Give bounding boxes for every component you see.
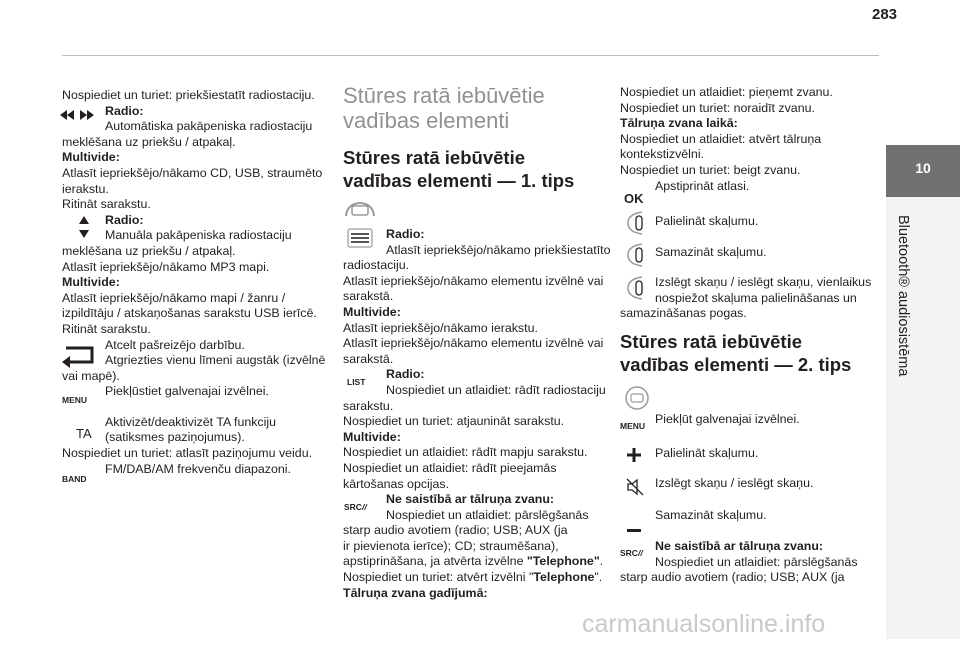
text-line: (satiksmes paziņojumus). (105, 430, 245, 445)
mute-control-icon (622, 275, 650, 306)
text-line: Atlasīt iepriekšējo/nākamo priekšiestatīto (386, 242, 611, 257)
text-line: Samazināt skaļumu. (655, 244, 767, 259)
radio-label: Radio: (105, 103, 144, 118)
src-icon-label: SRC (620, 548, 638, 558)
text-line: Manuāla pakāpeniska radiostaciju (105, 228, 292, 243)
heading-type1-line1: Stūres ratā iebūvētie (343, 147, 525, 168)
steering-control-type1-icon (343, 200, 377, 225)
text-line: Atlasīt iepriekšējo/nākamo MP3 mapi. (62, 259, 270, 274)
text-line: Apstiprināt atlasi. (655, 178, 750, 193)
text-line: Palielināt skaļumu. (655, 214, 759, 228)
text-line: Nospiediet un atlaidiet: pārslēgšanās (655, 554, 858, 569)
multimedia-label: Multivide: (62, 275, 120, 290)
text-fragment: . (599, 554, 604, 569)
text-line (343, 570, 608, 586)
text-line: samazināšanas pogas. (620, 306, 747, 321)
text-line: Piekļūstiet galvenajai izvēlnei. (105, 384, 269, 399)
heading-type2-line1: Stūres ratā iebūvētie (620, 331, 802, 352)
heading-type2-line2: vadības elementi — 2. tips (620, 354, 852, 375)
text-line: Nospiediet un atlaidiet: rādīt mapju sarakstu. (343, 445, 588, 460)
text-line: Atcelt pašreizējo darbību. (105, 337, 245, 352)
menu-icon-2: MENU (620, 421, 646, 431)
plus-icon (627, 448, 641, 467)
section-title-2: vadības elementi (343, 108, 510, 133)
during-call-label: Tālruņa zvana laikā: (620, 116, 738, 131)
text-line: Nospiediet un turiet: atlasīt paziņojumu veidu. (62, 446, 313, 461)
text-line: Automātiska pakāpeniska radiostaciju (105, 119, 313, 134)
multimedia-label: Multivide: (343, 304, 401, 319)
ta-icon: TA (76, 426, 92, 441)
text-line: sarakstu. (343, 398, 394, 413)
text-line: Nospiediet un atlaidiet: pārslēgšanās (386, 507, 589, 522)
text-line: kontekstizvēlni. (620, 147, 705, 162)
text-line: Atlasīt iepriekšējo/nākamo mapi / žanru / (62, 290, 286, 305)
text-line: Ritināt sarakstu. (62, 197, 151, 212)
text-fragment: apstiprināšana, ja atvērta izvēlne (343, 554, 527, 569)
incoming-call-label: Tālruņa zvana gadījumā: (343, 585, 488, 600)
text-line: Atgriezties vienu līmeni augstāk (izvēlnē (105, 353, 326, 368)
text-line: sarakstā. (343, 289, 394, 304)
chapter-title-vertical (885, 215, 921, 395)
volume-up-control-icon (622, 210, 650, 241)
list-icon: LIST (347, 377, 366, 387)
telephone-term: "Telephone" (526, 554, 600, 569)
chapter-number: 10 (915, 160, 931, 176)
radio-label: Radio: (386, 227, 425, 241)
text-line: Atlasīt iepriekšējo/nākamo elementu izvēlnē vai (343, 336, 604, 351)
heading-type1-line2: vadības elementi — 1. tips (343, 170, 575, 191)
text-line: sarakstā. (343, 351, 394, 366)
watermark: carmanualsonline.info (582, 610, 826, 638)
src-icon: SRC// (344, 502, 367, 512)
volume-down-control-icon (622, 242, 650, 273)
text-line: Nospiediet un atlaidiet: pieņemt zvanu. (620, 85, 833, 99)
text-line: Aktivizēt/deaktivizēt TA funkciju (105, 414, 277, 429)
text-line: starp audio avotiem (radio; USB; AUX (ja (343, 523, 568, 538)
back-icon (62, 342, 96, 373)
text-line: Piekļūt galvenajai izvēlnei. (655, 412, 800, 426)
header-rule (62, 55, 879, 56)
text-line: Nospiediet un atlaidiet: atvērt tālruņa (620, 131, 822, 146)
text-line: Atlasīt iepriekšējo/nākamo CD, USB, straumēto (62, 165, 323, 180)
steering-control-type2-icon (620, 385, 654, 416)
text-line: Atlasīt iepriekšējo/nākamo elementu izvēlnē vai (343, 273, 604, 288)
no-call-label: Ne saistībā ar tālruņa zvanu: (655, 539, 824, 553)
minus-text (655, 508, 885, 524)
radio-label: Radio: (386, 367, 425, 382)
text-line: Samazināt skaļumu. (655, 508, 767, 522)
list-lines-icon (345, 227, 375, 254)
ok-icon: OK (624, 191, 644, 206)
menu2-text (655, 412, 885, 428)
page-number: 283 (872, 6, 898, 23)
text-line: Ritināt sarakstu. (62, 321, 151, 336)
text-line: ir pievienota ierīce); CD; straumēšana), (343, 538, 559, 553)
text-line: nospiežot skaļuma palielināšanas un (655, 290, 857, 305)
telephone-term: Telephone (533, 570, 595, 585)
text-line: FM/DAB/AM frekvenču diapazoni. (105, 461, 291, 476)
text-line: meklēšana uz priekšu / atpakaļ. (62, 134, 236, 149)
src-icon-label: SRC (344, 502, 362, 512)
column-3-volume (620, 214, 885, 322)
section-title-1: Stūres ratā iebūvētie (343, 83, 545, 108)
text-line: Palielināt skaļumu. (655, 446, 759, 460)
text-line: starp audio avotiem (radio; USB; AUX (ja (620, 570, 845, 585)
text-line: Nospiediet un turiet: noraidīt zvanu. (620, 100, 815, 115)
multimedia-label: Multivide: (343, 429, 401, 444)
text-line: kārtošanas opcijas. (343, 476, 450, 491)
text-line: Atlasīt iepriekšējo/nākamo ierakstu. (343, 320, 538, 335)
text-line: Nospiediet un turiet: atjaunināt sarakstu. (343, 414, 565, 429)
plus-text (655, 446, 885, 462)
multimedia-label: Multivide: (62, 150, 120, 165)
text-line: Nospiediet un atlaidiet: rādīt radiostaciju (386, 382, 606, 397)
text-line: vai mapē). (62, 368, 120, 383)
text-line: ierakstu. (62, 181, 109, 196)
seek-icon (60, 108, 94, 126)
mute-icon (626, 478, 644, 501)
mute2-text (655, 476, 885, 492)
text-line (343, 554, 608, 570)
text-line: izpildītāju / atskaņošanas sarakstu USB ierīcē. (62, 306, 317, 321)
text-line: Nospiediet un turiet: beigt zvanu. (620, 162, 801, 177)
column-3-top (620, 85, 885, 194)
src-icon-2: SRC// (620, 548, 643, 558)
text-line: Nospiediet un turiet: priekšiestatīt radiostaciju. (62, 88, 315, 102)
up-down-arrows-icon (78, 215, 90, 244)
text-line: radiostaciju. (343, 258, 410, 273)
text-line: Izslēgt skaņu / ieslēgt skaņu, vienlaikus (655, 275, 872, 290)
radio-label: Radio: (105, 212, 144, 227)
band-icon: BAND (62, 474, 87, 484)
text-line: meklēšana uz priekšu / atpakaļ. (62, 243, 236, 258)
column-2 (343, 227, 611, 601)
chapter-title: Bluetooth® audiosistēma (895, 215, 911, 377)
minus-icon (627, 520, 641, 538)
text-line: Izslēgt skaņu / ieslēgt skaņu. (655, 476, 814, 490)
menu-icon: MENU (62, 395, 88, 405)
no-call-label: Ne saistībā ar tālruņa zvanu: (386, 492, 555, 507)
column-3-bottom (620, 539, 885, 586)
column-1 (62, 88, 327, 477)
text-fragment: ". (594, 570, 603, 585)
text-fragment: Nospiediet un turiet: atvērt izvēlni " (343, 570, 534, 585)
text-line: Nospiediet un atlaidiet: rādīt pieejamās (343, 460, 557, 475)
